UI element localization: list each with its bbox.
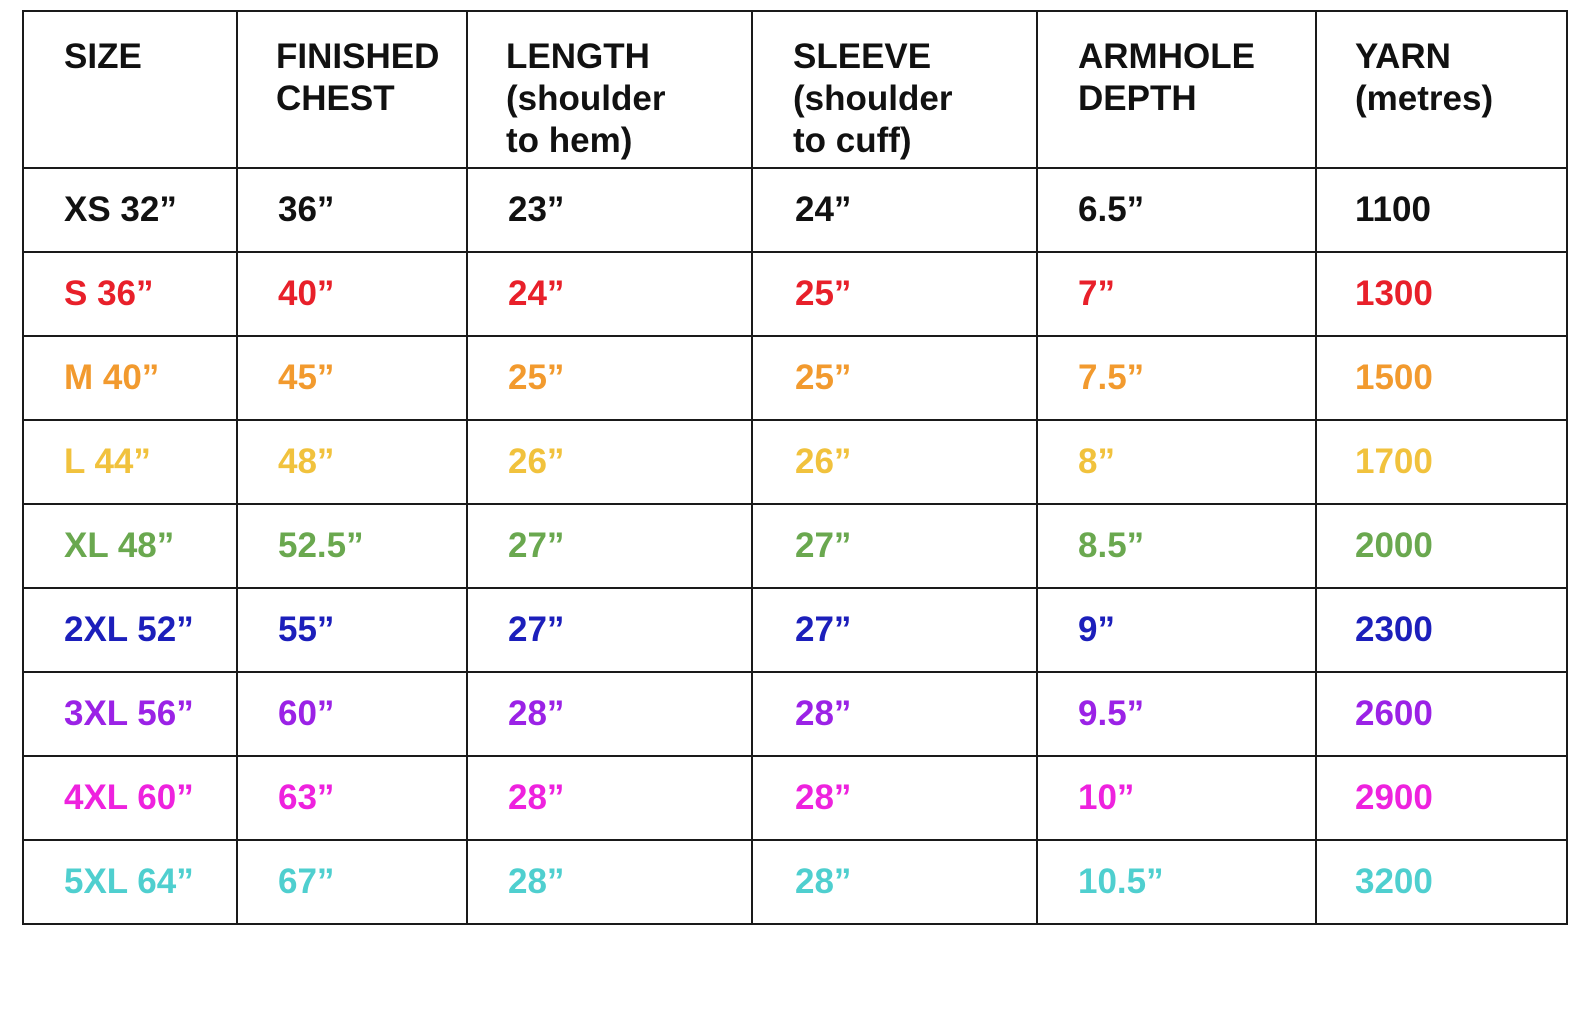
table-row <box>23 252 1567 336</box>
cell-armhole-depth: 9.5” <box>1037 672 1316 756</box>
cell-finished-chest: 48” <box>237 420 467 504</box>
header-yarn-line: (metres) <box>1355 79 1494 118</box>
header-size-line: SIZE <box>64 37 142 76</box>
cell-yarn: 2000 <box>1316 504 1567 588</box>
cell-size: L 44” <box>23 420 237 504</box>
cell-armhole-depth: 7.5” <box>1037 336 1316 420</box>
header-chest-line: FINISHED <box>276 37 440 76</box>
header-length-line: to hem) <box>506 121 633 160</box>
cell-sleeve: 25” <box>752 336 1037 420</box>
cell-length: 23” <box>467 168 752 252</box>
table-body <box>23 168 1567 924</box>
cell-yarn: 2600 <box>1316 672 1567 756</box>
table-row <box>23 504 1567 588</box>
cell-finished-chest: 52.5” <box>237 504 467 588</box>
cell-size: S 36” <box>23 252 237 336</box>
cell-armhole-depth: 7” <box>1037 252 1316 336</box>
cell-yarn: 2900 <box>1316 756 1567 840</box>
table-header <box>23 11 1567 168</box>
cell-sleeve: 25” <box>752 252 1037 336</box>
table-row <box>23 840 1567 924</box>
header-length-line: (shoulder <box>506 79 666 118</box>
cell-yarn: 1300 <box>1316 252 1567 336</box>
cell-armhole-depth: 9” <box>1037 588 1316 672</box>
header-armhole-line: DEPTH <box>1078 79 1197 118</box>
header-sleeve <box>752 11 1037 168</box>
cell-armhole-depth: 8” <box>1037 420 1316 504</box>
table-row <box>23 756 1567 840</box>
cell-finished-chest: 60” <box>237 672 467 756</box>
cell-sleeve: 27” <box>752 588 1037 672</box>
cell-length: 28” <box>467 840 752 924</box>
header-finished-chest <box>237 11 467 168</box>
cell-sleeve: 27” <box>752 504 1037 588</box>
cell-sleeve: 24” <box>752 168 1037 252</box>
table-row <box>23 420 1567 504</box>
cell-length: 27” <box>467 588 752 672</box>
cell-length: 26” <box>467 420 752 504</box>
cell-yarn: 1700 <box>1316 420 1567 504</box>
cell-size: M 40” <box>23 336 237 420</box>
size-chart-table <box>22 10 1568 925</box>
cell-size: XL 48” <box>23 504 237 588</box>
cell-finished-chest: 36” <box>237 168 467 252</box>
cell-size: 5XL 64” <box>23 840 237 924</box>
table-row <box>23 672 1567 756</box>
cell-armhole-depth: 8.5” <box>1037 504 1316 588</box>
cell-armhole-depth: 6.5” <box>1037 168 1316 252</box>
cell-sleeve: 28” <box>752 672 1037 756</box>
cell-yarn: 2300 <box>1316 588 1567 672</box>
cell-yarn: 3200 <box>1316 840 1567 924</box>
header-size <box>23 11 237 168</box>
header-sleeve-line: (shoulder <box>793 79 953 118</box>
cell-yarn: 1100 <box>1316 168 1567 252</box>
cell-length: 25” <box>467 336 752 420</box>
cell-size: 3XL 56” <box>23 672 237 756</box>
header-length-line: LENGTH <box>506 37 650 76</box>
cell-armhole-depth: 10.5” <box>1037 840 1316 924</box>
header-sleeve-line: to cuff) <box>793 121 912 160</box>
header-armhole-line: ARMHOLE <box>1078 37 1255 76</box>
cell-size: XS 32” <box>23 168 237 252</box>
cell-length: 24” <box>467 252 752 336</box>
cell-finished-chest: 67” <box>237 840 467 924</box>
cell-size: 2XL 52” <box>23 588 237 672</box>
header-row <box>23 11 1567 168</box>
cell-size: 4XL 60” <box>23 756 237 840</box>
cell-finished-chest: 55” <box>237 588 467 672</box>
header-yarn <box>1316 11 1567 168</box>
cell-sleeve: 28” <box>752 756 1037 840</box>
cell-finished-chest: 63” <box>237 756 467 840</box>
header-chest-line: CHEST <box>276 79 395 118</box>
cell-length: 28” <box>467 756 752 840</box>
table-row <box>23 588 1567 672</box>
cell-yarn: 1500 <box>1316 336 1567 420</box>
header-yarn-line: YARN <box>1355 37 1451 76</box>
cell-length: 28” <box>467 672 752 756</box>
cell-finished-chest: 45” <box>237 336 467 420</box>
cell-finished-chest: 40” <box>237 252 467 336</box>
cell-armhole-depth: 10” <box>1037 756 1316 840</box>
header-length <box>467 11 752 168</box>
table-row <box>23 336 1567 420</box>
header-armhole-depth <box>1037 11 1316 168</box>
cell-sleeve: 26” <box>752 420 1037 504</box>
table-row <box>23 168 1567 252</box>
header-sleeve-line: SLEEVE <box>793 37 932 76</box>
cell-sleeve: 28” <box>752 840 1037 924</box>
cell-length: 27” <box>467 504 752 588</box>
